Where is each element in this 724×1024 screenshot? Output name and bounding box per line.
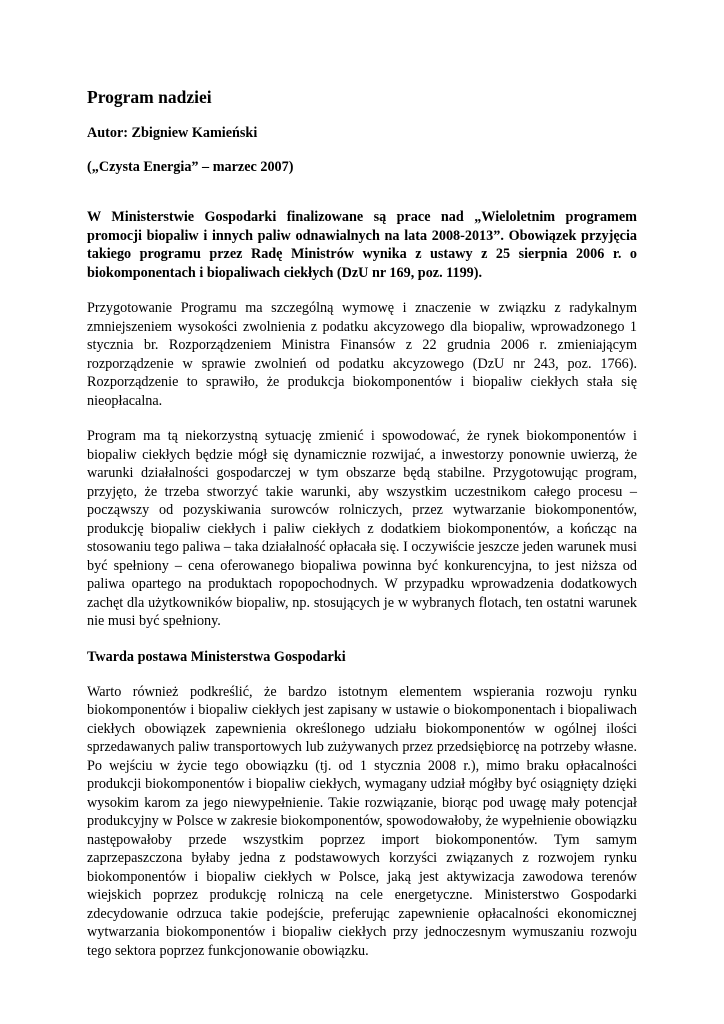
body-paragraph: Przygotowanie Programu ma szczególną wymowę i znaczenie w związku z radykalnym zmniejszeniem wysokości zwolnienia z podatku akcyzowego dla biopaliw, wprowadzonego 1 stycznia br. Rozporządzeniem Ministra Finansów z 22 grudnia 2006 r. zmieniającym rozporządzenie w sprawie zwolnień od podatku akcyzowego (DzU nr 243, poz. 1766). Rozporządzenie to sprawiło, że produkcja biokomponentów i biopaliw ciekłych stała się nieopłacalna. <box>87 300 637 409</box>
source-line: („Czysta Energia” – marzec 2007) <box>87 159 294 175</box>
section-heading: Twarda postawa Ministerstwa Gospodarki <box>87 648 346 665</box>
author-line: Autor: Zbigniew Kamieński <box>87 125 258 141</box>
section-paragraph: Warto również podkreślić, że bardzo istotnym elementem wspierania rozwoju rynku biokomponentów i biopaliw ciekłych jest zapisany w ustawie o biokomponentach i biopaliwach ciekłych obowiązek zapewnienia określonego udziału biokomponentów w ogólnej ilości sprzedawanych paliw transportowych lub zużywanych przez przedsiębiorcę na potrzeby własne. Po wejściu w życie tego obowiązku (tj. od 1 stycznia 2008 r.), mimo braku opłacalności produkcji biokomponentów i biopaliw ciekłych, wymagany udział mógłby być osiągnięty dzięki wysokim karom za jego niewypełnienie. Takie rozwiązanie, biorąc pod uwagę mały potencjał produkcyjny w Polsce w zakresie biokomponentów, spowodowałoby, że wypełnienie obowiązku następowałoby przede wszystkim poprzez import biokomponentów. Tym samym zaprzepaszczona byłaby jedna z podstawowych korzyści związanych z rozwojem rynku biokomponentów i biopaliw ciekłych w Polsce, jaką jest aktywizacja zawodowa terenów wiejskich poprzez produkcję rolniczą na cele energetyczne. Ministerstwo Gospodarki zdecydowanie odrzuca takie podejście, preferując zapewnienie opłacalności ekonomicznej wytwarzania biokomponentów i biopaliw ciekłych przy jednoczesnym wymuszaniu rozwoju tego sektora poprzez funkcjonowanie obowiązku. <box>87 683 637 959</box>
lead-paragraph: W Ministerstwie Gospodarki finalizowane są prace nad „Wieloletnim programem promocji biopaliw i innych paliw odnawialnych na lata 2008-2013”. Obowiązek przyjęcia takiego programu przez Radę Ministrów wynika z ustawy z 25 sierpnia 2006 r. o biokomponentach i biopaliwach ciekłych (DzU nr 169, poz. 1199). <box>87 209 637 281</box>
body-paragraph: Program ma tą niekorzystną sytuację zmienić i spowodować, że rynek biokomponentów i biopaliw ciekłych będzie mógł się dynamicznie rozwijać, a inwestorzy ponownie uwierzą, że warunki działalności gospodarczej w tym obszarze będą stabilne. Przygotowując program, przyjęto, że trzeba stworzyć takie warunki, aby wszystkim uczestnikom całego procesu – począwszy od pozyskiwania surowców rolniczych, przez wytwarzanie biokomponentów, produkcję biopaliw ciekłych i paliw ciekłych z dodatkiem biokomponentów, a kończąc na stosowaniu tego paliwa – taka działalność opłacała się. I oczywiście jeszcze jeden warunek musi być spełniony – cena oferowanego biopaliwa powinna być konkurencyjna, to jest niższa od paliwa opartego na produktach ropopochodnych. W przypadku wprowadzenia dodatkowych zachęt dla użytkowników biopaliw, np. stosujących je w wybranych flotach, ten ostatni warunek nie musi być spełniony. <box>87 428 637 629</box>
document-title: Program nadziei <box>87 87 212 107</box>
document-page <box>87 86 637 977</box>
